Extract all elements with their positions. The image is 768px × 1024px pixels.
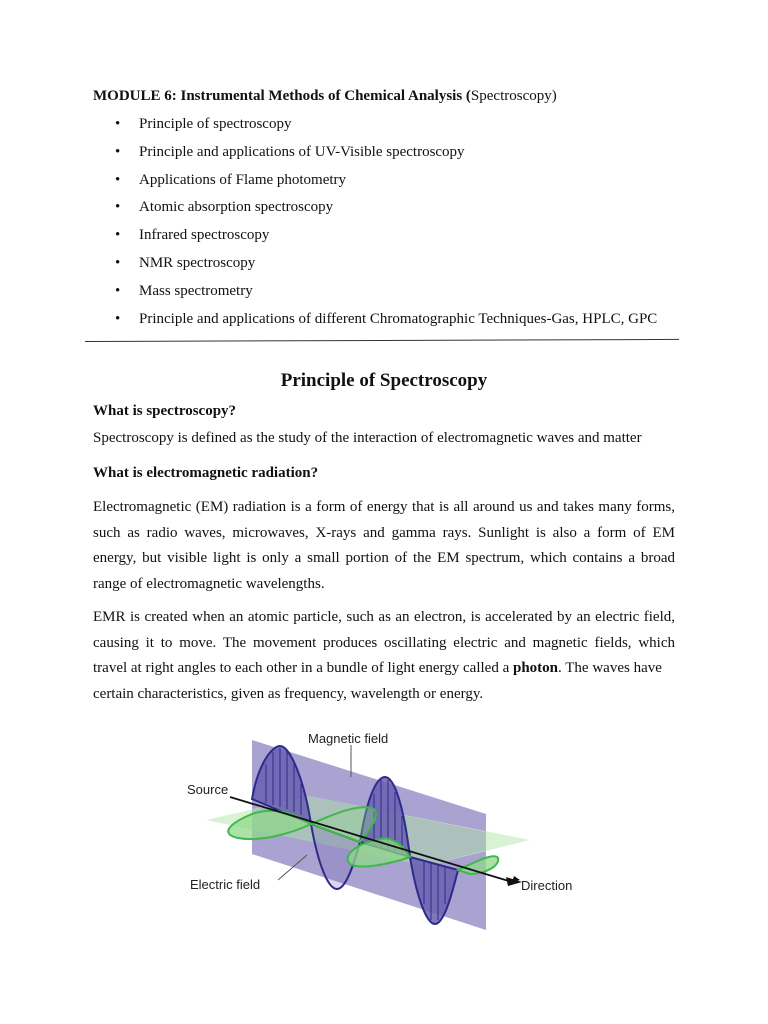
topic-item: • Atomic absorption spectroscopy bbox=[115, 199, 334, 216]
bullet-icon: • bbox=[115, 254, 121, 271]
em-wave-diagram bbox=[180, 724, 590, 936]
topic-item: • Applications of Flame photometry bbox=[115, 171, 347, 188]
topic-item: • Mass spectrometry bbox=[115, 282, 253, 299]
topic-item: • Infrared spectroscopy bbox=[115, 227, 270, 244]
bullet-icon: • bbox=[115, 227, 121, 244]
topic-item: • Principle and applications of UV-Visible spectroscopy bbox=[115, 143, 465, 160]
bullet-icon: • bbox=[115, 199, 121, 216]
label-direction: Direction bbox=[521, 878, 573, 893]
bullet-icon: • bbox=[115, 282, 121, 299]
bullet-icon: • bbox=[115, 310, 121, 327]
bullet-icon: • bbox=[115, 171, 121, 188]
bullet-icon: • bbox=[115, 143, 121, 160]
topic-list bbox=[93, 114, 657, 336]
emr-paragraph-1: Electromagnetic (EM) radiation is a form of energy that is all around us and takes many forms, such as radio waves, microwaves, X-rays and gamma rays. Sunlight is also a form of EM energy, but visible light is only a small portion of the EM spectrum, which contains a broad range of electromagnetic wavelengths. bbox=[93, 499, 675, 592]
emr-paragraph-2: EMR is created when an atomic particle, such as an electron, is accelerated by an electric field, causing it to move. The movement produces oscillating electric and magnetic fields, which travel at right angles to each other in a bundle of light energy called a photon. The waves have certain characteristics, given as frequency, wavelength or energy. bbox=[93, 609, 675, 702]
module-title bbox=[93, 86, 557, 106]
topic-item: • Principle of spectroscopy bbox=[115, 116, 292, 132]
module-title-bold: MODULE 6: Instrumental Methods of Chemical Analysis ( bbox=[93, 88, 471, 104]
label-source: Source bbox=[187, 782, 229, 797]
photon-line: travel at right angles to each other in a bundle of light energy called a photon. The waves have bbox=[93, 660, 662, 676]
question-heading-spectroscopy: What is spectroscopy? bbox=[93, 403, 237, 419]
section-divider bbox=[85, 339, 679, 342]
spectroscopy-definition: Spectroscopy is defined as the study of the interaction of electromagnetic waves and matter bbox=[93, 430, 642, 446]
module-title-regular: Spectroscopy) bbox=[470, 88, 557, 104]
label-electric-field: Electric field bbox=[190, 877, 261, 892]
topic-item: • Principle and applications of different Chromatographic Techniques-Gas, HPLC, GPC bbox=[115, 310, 658, 327]
section-title: Principle of Spectroscopy bbox=[280, 370, 488, 391]
photon-term: photon bbox=[513, 660, 559, 676]
em-wave-illustration bbox=[180, 724, 590, 936]
label-magnetic-field: Magnetic field bbox=[308, 731, 389, 746]
question-heading-emr: What is electromagnetic radiation? bbox=[93, 465, 319, 481]
bullet-icon: • bbox=[115, 116, 121, 132]
topic-item: • NMR spectroscopy bbox=[115, 254, 256, 271]
